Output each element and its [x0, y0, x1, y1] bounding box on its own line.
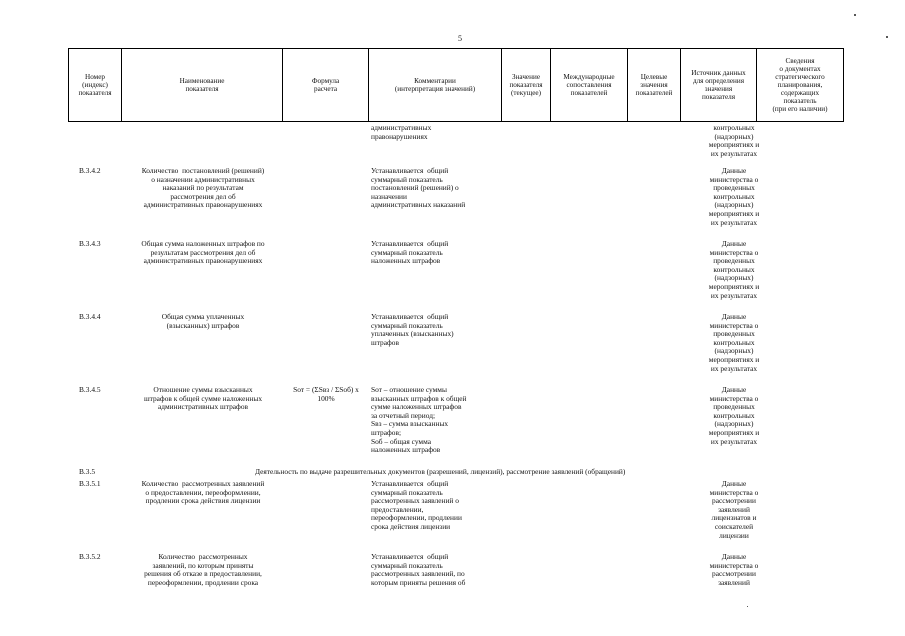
row-name: Общая сумма наложенных штрафов по результатам рассмотрения дел об административных правонарушениях	[141, 239, 265, 266]
row-source: Данные министерства о проведенных контрольных (надзорных) мероприятиях и их результатах	[708, 166, 760, 227]
row-comment: Устанавливается общий суммарный показатель наложенных штрафов	[371, 239, 449, 266]
row-index: В.3.4.2	[79, 166, 101, 175]
row-source: Данные министерства о проведенных контрольных (надзорных) мероприятиях и их результатах	[708, 312, 760, 373]
row-comment: Устанавливается общий суммарный показатель рассмотренных заявлений, по которым приняты решения об	[371, 552, 466, 587]
row-name: Общая сумма уплаченных (взысканных) штрафов	[161, 312, 245, 330]
row-index: В.3.5.1	[79, 479, 101, 488]
row-comment: Sот – отношение суммы взысканных штрафов к общей сумме наложенных штрафов за отчетный период; Sвз – сумма взысканных штрафов; Sоб – общая сумма наложенных штрафов	[371, 385, 467, 455]
page-number: 5	[458, 34, 462, 43]
header-label: Целевые значения показателей	[635, 73, 673, 97]
header-cell-international	[551, 49, 628, 122]
header-cell-comment	[369, 49, 502, 122]
row-comment: Устанавливается общий суммарный показатель постановлений (решений) о назначении административных наказаний	[371, 166, 466, 210]
header-label: Номер (индекс) показателя	[78, 73, 112, 97]
header-cell-documents	[757, 49, 844, 122]
row-source: Данные министерства о проведенных контрольных (надзорных) мероприятиях и их результатах	[708, 239, 760, 300]
header-label: Источник данных для определения значения показателя	[691, 69, 746, 101]
header-label: Международные сопоставления показателей	[563, 73, 615, 97]
continuation-comment: административных правонарушениях	[371, 123, 432, 141]
continuation-source: контрольных (надзорных) мероприятиях и их результатах	[708, 123, 760, 158]
row-name: Количество постановлений (решений) о назначении административных наказаний по результатам рассмотрения дел об административных правонарушениях	[141, 166, 265, 210]
header-label: Сведения о документах стратегического планирования, содержащих показатель (при его наличии)	[772, 57, 828, 113]
row-formula: Sот = (ΣSвз / ΣSоб) x 100%	[293, 385, 359, 403]
row-name: Количество рассмотренных заявлений, по которым приняты решения об отказе в предоставлении, переоформлении, продлении срока	[144, 552, 262, 587]
header-cell-name	[122, 49, 283, 122]
row-index: В.3.5.2	[79, 552, 101, 561]
row-source: Данные министерства о рассмотрении заявлений лицензиатов и соискателей лицензии	[709, 479, 759, 540]
row-source: Данные министерства о рассмотрении заявлений	[709, 552, 759, 587]
row-index: В.3.4.3	[79, 239, 101, 248]
row-source: Данные министерства о проведенных контрольных (надзорных) мероприятиях и их результатах	[708, 385, 760, 446]
row-index: В.3.4.4	[79, 312, 101, 321]
table-header	[68, 48, 844, 122]
row-comment: Устанавливается общий суммарный показатель уплаченных (взысканных) штрафов	[371, 312, 454, 347]
header-cell-target	[628, 49, 681, 122]
row-name: Отношение суммы взысканных штрафов к общей сумме наложенных административных штрафов	[143, 385, 263, 412]
header-cell-formula	[283, 49, 369, 122]
scan-speck	[854, 14, 856, 16]
header-label: Формула расчета	[311, 77, 340, 93]
header-cell-index	[69, 49, 122, 122]
header-label: Наименование показателя	[179, 77, 225, 93]
header-label: Значение показателя (текущее)	[509, 73, 543, 97]
scan-speck	[886, 36, 888, 38]
header-label: Комментарии (интерпретация значений)	[394, 77, 476, 93]
header-cell-source	[681, 49, 757, 122]
header-cell-current-value	[502, 49, 551, 122]
row-name: Количество рассмотренных заявлений о предоставлении, переоформлении, продлении срока действия лицензии	[141, 479, 265, 506]
section-title: Деятельность по выдаче разрешительных документов (разрешений, лицензий), рассмотрение заявлений (обращений)	[255, 467, 626, 476]
section-index: В.3.5	[79, 467, 96, 476]
row-index: В.3.4.5	[79, 385, 101, 394]
row-comment: Устанавливается общий суммарный показатель рассмотренных заявлений о предоставлении, переоформлении, продлении срока действия лицензии	[371, 479, 462, 531]
scan-speck	[747, 606, 748, 607]
